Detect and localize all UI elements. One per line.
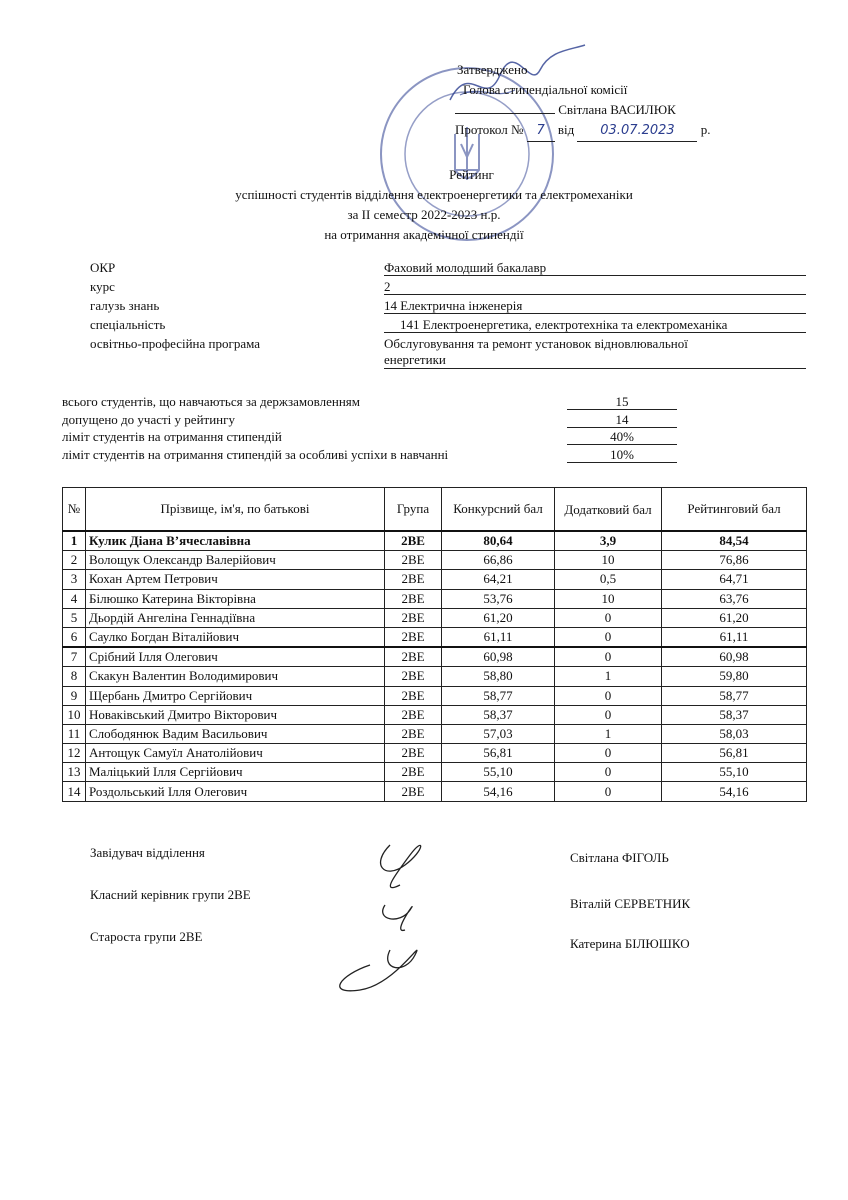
stats-row-admitted bbox=[62, 411, 678, 429]
row-rating: 55,10 bbox=[662, 763, 807, 782]
row-rating: 61,20 bbox=[662, 608, 807, 627]
stats-row-total bbox=[62, 393, 678, 411]
row-group: 2ВЕ bbox=[385, 724, 442, 743]
row-name: Саулко Богдан Віталійович bbox=[86, 627, 385, 647]
admitted-value: 14 bbox=[567, 412, 677, 428]
row-rating: 56,81 bbox=[662, 744, 807, 763]
okr-value: Фаховий молодший бакалавр bbox=[384, 260, 806, 276]
row-num: 4 bbox=[63, 589, 86, 608]
protocol-date: 03.07.2023 bbox=[577, 121, 697, 142]
document-title bbox=[0, 165, 848, 245]
curator-role: Класний керівник групи 2ВЕ bbox=[90, 887, 251, 902]
row-rating: 63,76 bbox=[662, 589, 807, 608]
head-role: Завідувач відділення bbox=[90, 845, 205, 860]
stats-row-limit bbox=[62, 428, 678, 446]
row-num: 14 bbox=[63, 782, 86, 801]
row-name: Антощук Самуїл Анатолійович bbox=[86, 744, 385, 763]
table-row bbox=[63, 570, 807, 589]
program-info bbox=[90, 258, 806, 370]
row-num: 11 bbox=[63, 724, 86, 743]
row-name: Скакун Валентин Володимирович bbox=[86, 667, 385, 686]
info-row-specialty bbox=[90, 315, 806, 334]
row-score: 60,98 bbox=[442, 647, 555, 667]
approval-chair-name-line bbox=[455, 100, 710, 120]
head-name: Світлана ФІГОЛЬ bbox=[570, 850, 669, 865]
table-row bbox=[63, 705, 807, 724]
row-extra: 0,5 bbox=[555, 570, 662, 589]
row-extra: 0 bbox=[555, 763, 662, 782]
header-name: Прізвище, ім'я, по батькові bbox=[86, 488, 385, 532]
total-students-label: всього студентів, що навчаються за держзамовленням bbox=[62, 394, 360, 409]
row-num: 2 bbox=[63, 551, 86, 570]
title-line-2: за II семестр 2022-2023 н.р. bbox=[347, 207, 501, 222]
table-row bbox=[63, 589, 807, 608]
row-extra: 0 bbox=[555, 744, 662, 763]
row-rating: 64,71 bbox=[662, 570, 807, 589]
table-row bbox=[63, 782, 807, 801]
row-extra: 10 bbox=[555, 551, 662, 570]
rating-table-body bbox=[63, 531, 807, 801]
row-num: 5 bbox=[63, 608, 86, 627]
row-num: 7 bbox=[63, 647, 86, 667]
program-value-line-1: Обслуговування та ремонт установок відновлювальної bbox=[384, 336, 688, 351]
row-num: 9 bbox=[63, 686, 86, 705]
info-row-okr bbox=[90, 258, 806, 277]
row-group: 2ВЕ bbox=[385, 627, 442, 647]
row-group: 2ВЕ bbox=[385, 551, 442, 570]
header-score: Конкурсний бал bbox=[442, 488, 555, 532]
field-value: 14 Електрична інженерія bbox=[384, 298, 806, 314]
table-row bbox=[63, 744, 807, 763]
special-limit-value: 10% bbox=[567, 447, 677, 463]
approval-title: Затверджено bbox=[457, 62, 528, 77]
protocol-number: 7 bbox=[527, 121, 555, 142]
year-suffix: р. bbox=[700, 122, 711, 137]
row-score: 58,37 bbox=[442, 705, 555, 724]
row-name: Білюшко Катерина Вікторівна bbox=[86, 589, 385, 608]
header-num: № bbox=[63, 488, 86, 532]
header-group: Група bbox=[385, 488, 442, 532]
row-rating: 58,03 bbox=[662, 724, 807, 743]
table-row bbox=[63, 763, 807, 782]
row-rating: 84,54 bbox=[662, 531, 807, 551]
head-signatures bbox=[330, 825, 460, 1000]
row-extra: 0 bbox=[555, 782, 662, 801]
row-rating: 59,80 bbox=[662, 667, 807, 686]
admitted-label: допущено до участі у рейтингу bbox=[62, 411, 235, 427]
row-score: 54,16 bbox=[442, 782, 555, 801]
specialty-label: спеціальність bbox=[90, 317, 166, 332]
table-row bbox=[63, 608, 807, 627]
row-extra: 1 bbox=[555, 667, 662, 686]
title-line-3: на отримання академічної стипендії bbox=[324, 227, 524, 242]
row-group: 2ВЕ bbox=[385, 744, 442, 763]
scholarship-limit-label: ліміт студентів на отримання стипендій bbox=[62, 429, 282, 444]
row-score: 55,10 bbox=[442, 763, 555, 782]
row-score: 56,81 bbox=[442, 744, 555, 763]
title-line-0: Рейтинг bbox=[449, 167, 494, 182]
row-name: Щербань Дмитро Сергійович bbox=[86, 686, 385, 705]
stats-row-special bbox=[62, 446, 678, 464]
course-label: курс bbox=[90, 279, 115, 294]
row-name: Срібний Ілля Олегович bbox=[86, 647, 385, 667]
header-extra: Додатковий бал bbox=[555, 488, 662, 532]
special-limit-label: ліміт студентів на отримання стипендій за особливі успіхи в навчанні bbox=[62, 446, 449, 462]
approval-block bbox=[455, 60, 710, 142]
row-name: Кулик Діана В’ячеславівна bbox=[86, 531, 385, 551]
row-group: 2ВЕ bbox=[385, 686, 442, 705]
approval-protocol-line bbox=[455, 120, 710, 142]
specialty-value: 141 Електроенергетика, електротехніка та електромеханіка bbox=[384, 317, 806, 333]
header-rating: Рейтинговий бал bbox=[662, 488, 807, 532]
row-score: 57,03 bbox=[442, 724, 555, 743]
total-students-value: 15 bbox=[567, 394, 677, 410]
row-num: 1 bbox=[63, 531, 86, 551]
row-name: Новаківський Дмитро Вікторович bbox=[86, 705, 385, 724]
row-score: 80,64 bbox=[442, 531, 555, 551]
row-group: 2ВЕ bbox=[385, 531, 442, 551]
program-value bbox=[384, 336, 806, 369]
scholarship-limit-value: 40% bbox=[567, 429, 677, 445]
row-num: 8 bbox=[63, 667, 86, 686]
row-extra: 0 bbox=[555, 686, 662, 705]
info-row-program bbox=[90, 334, 806, 370]
row-rating: 76,86 bbox=[662, 551, 807, 570]
row-group: 2ВЕ bbox=[385, 763, 442, 782]
row-extra: 0 bbox=[555, 627, 662, 647]
row-score: 61,11 bbox=[442, 627, 555, 647]
row-extra: 10 bbox=[555, 589, 662, 608]
row-num: 10 bbox=[63, 705, 86, 724]
table-row bbox=[63, 686, 807, 705]
title-line-1: успішності студентів відділення електроенергетики та електромеханіки bbox=[235, 187, 633, 202]
okr-label: ОКР bbox=[90, 260, 116, 275]
row-group: 2ВЕ bbox=[385, 647, 442, 667]
program-label: освітньо-професійна програма bbox=[90, 336, 260, 351]
protocol-label: Протокол № bbox=[455, 122, 524, 137]
row-extra: 0 bbox=[555, 647, 662, 667]
date-label: від bbox=[557, 122, 575, 137]
row-score: 64,21 bbox=[442, 570, 555, 589]
field-label: галузь знань bbox=[90, 298, 160, 313]
info-row-field bbox=[90, 296, 806, 315]
table-row bbox=[63, 551, 807, 570]
row-group: 2ВЕ bbox=[385, 782, 442, 801]
row-name: Слободянюк Вадим Васильович bbox=[86, 724, 385, 743]
row-extra: 0 bbox=[555, 608, 662, 627]
row-score: 53,76 bbox=[442, 589, 555, 608]
row-num: 3 bbox=[63, 570, 86, 589]
table-row bbox=[63, 627, 807, 647]
course-value: 2 bbox=[384, 279, 806, 295]
row-extra: 0 bbox=[555, 705, 662, 724]
row-group: 2ВЕ bbox=[385, 705, 442, 724]
table-row bbox=[63, 531, 807, 551]
row-num: 13 bbox=[63, 763, 86, 782]
info-row-course bbox=[90, 277, 806, 296]
row-num: 6 bbox=[63, 627, 86, 647]
row-score: 58,80 bbox=[442, 667, 555, 686]
row-group: 2ВЕ bbox=[385, 570, 442, 589]
row-name: Маліцький Ілля Сергійович bbox=[86, 763, 385, 782]
row-group: 2ВЕ bbox=[385, 589, 442, 608]
row-rating: 60,98 bbox=[662, 647, 807, 667]
row-rating: 58,37 bbox=[662, 705, 807, 724]
program-value-line-2: енергетики bbox=[384, 352, 446, 367]
table-header-row bbox=[63, 488, 807, 532]
row-name: Кохан Артем Петрович bbox=[86, 570, 385, 589]
row-rating: 61,11 bbox=[662, 627, 807, 647]
row-extra: 1 bbox=[555, 724, 662, 743]
row-score: 58,77 bbox=[442, 686, 555, 705]
table-row bbox=[63, 667, 807, 686]
row-name: Дьордій Ангеліна Геннадіївна bbox=[86, 608, 385, 627]
row-rating: 58,77 bbox=[662, 686, 807, 705]
row-extra: 3,9 bbox=[555, 531, 662, 551]
table-row bbox=[63, 647, 807, 667]
approval-chair-name: Світлана ВАСИЛЮК bbox=[558, 102, 676, 117]
row-group: 2ВЕ bbox=[385, 667, 442, 686]
table-row bbox=[63, 724, 807, 743]
row-score: 61,20 bbox=[442, 608, 555, 627]
row-rating: 54,16 bbox=[662, 782, 807, 801]
rating-table bbox=[62, 487, 807, 802]
row-score: 66,86 bbox=[442, 551, 555, 570]
row-num: 12 bbox=[63, 744, 86, 763]
approval-chair-line: Голова стипендіальної комісії bbox=[463, 82, 628, 97]
curator-name: Віталій СЕРВЕТНИК bbox=[570, 896, 691, 911]
rating-stats bbox=[62, 393, 678, 463]
elder-name: Катерина БІЛЮШКО bbox=[570, 936, 690, 951]
row-group: 2ВЕ bbox=[385, 608, 442, 627]
row-name: Роздольський Ілля Олегович bbox=[86, 782, 385, 801]
row-name: Волощук Олександр Валерійович bbox=[86, 551, 385, 570]
elder-role: Староста групи 2ВЕ bbox=[90, 929, 203, 944]
